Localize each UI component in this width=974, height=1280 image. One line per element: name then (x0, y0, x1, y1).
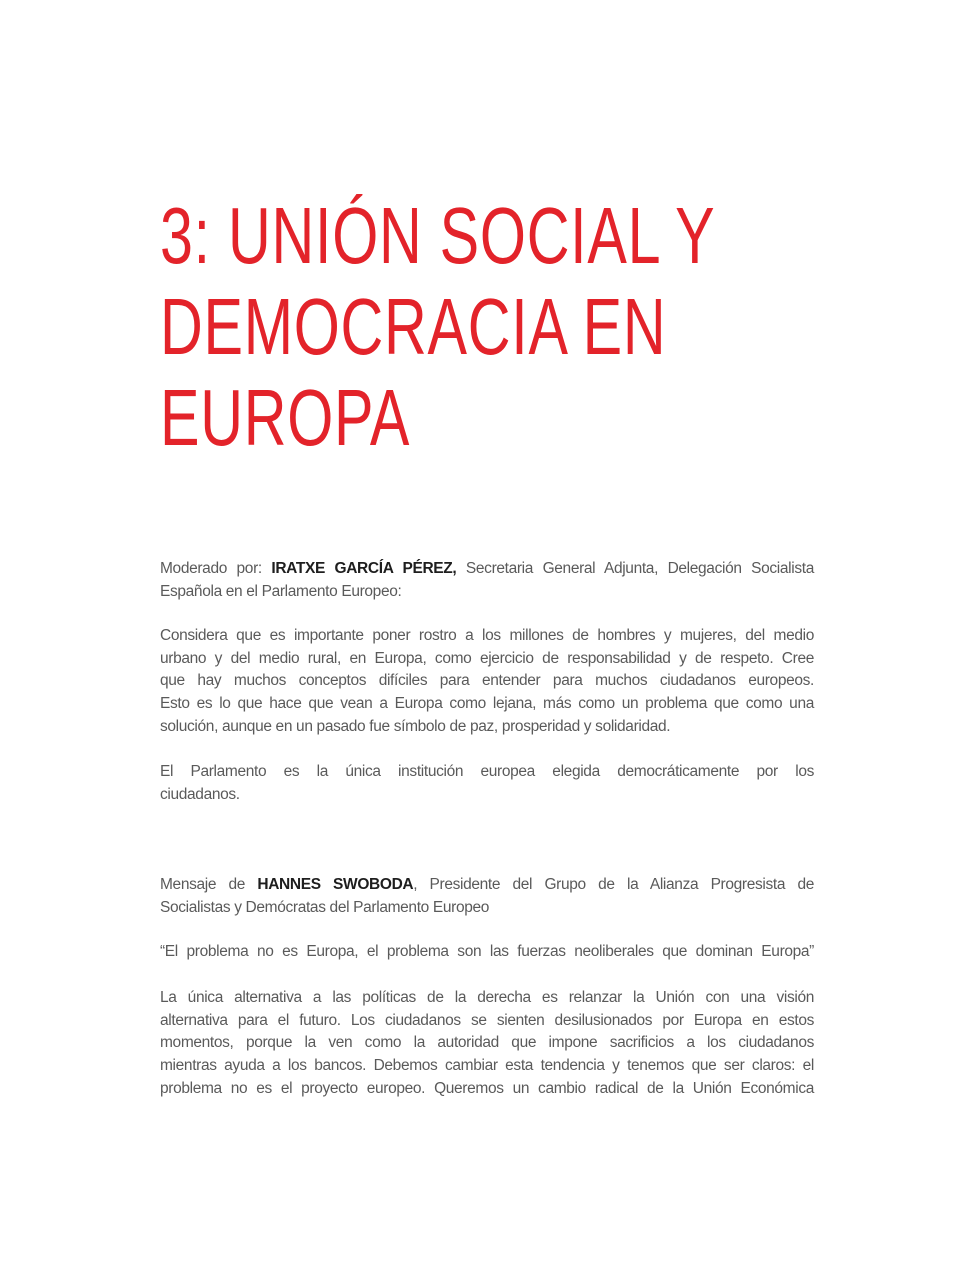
intro-prefix: Mensaje de (160, 876, 258, 893)
text-line: La única alternativa a las políticas de la derecha es relanzar la Unión con una visión (160, 989, 814, 1006)
text-line: ciudadanos. (160, 785, 240, 803)
title-line: 3: UNIÓN SOCIAL Y (160, 191, 716, 280)
moderator-name: IRATXE GARCÍA PÉREZ, (271, 560, 457, 577)
intro-line (160, 558, 814, 581)
text-line: urbano y del medio rural, en Europa, como ejercicio de responsabilidad y de respeto. Cree (160, 649, 814, 667)
intro-prefix: Moderado por: (160, 560, 272, 577)
text-line: problema no es el proyecto europeo. Queremos un cambio radical de la Unión Económica (160, 1079, 814, 1097)
intro-line: Socialistas y Demócratas del Parlamento Europeo (160, 898, 490, 916)
chapter-title (160, 190, 715, 463)
text-line: momentos, porque la ven como la autoridad que impone sacrificios a los ciudadanos (160, 1034, 814, 1052)
message-intro (160, 874, 814, 919)
title-line: DEMOCRACIA EN (160, 282, 667, 371)
text-line: Considera que es importante poner rostro a los millones de hombres y mujeres, del medio (160, 627, 814, 644)
text-line: que hay muchos conceptos difíciles para entender para muchos ciudadanos europeos. (160, 672, 814, 690)
text-line: alternativa para el futuro. Los ciudadanos se sienten desilusionados por Europa en estos (160, 1011, 814, 1029)
intro-line: Española en el Parlamento Europeo: (160, 582, 402, 600)
title-line: EUROPA (160, 373, 411, 462)
paragraph (160, 761, 814, 806)
quote-line: “El problema no es Europa, el problema son las fuerzas neoliberales que dominan Europa” (160, 943, 814, 960)
paragraph (160, 987, 814, 1101)
text-line: Esto es lo que hace que vean a Europa como lejana, más como un problema que como una (160, 695, 814, 713)
moderator-intro (160, 558, 814, 603)
text-line: El Parlamento es la única institución europea elegida democráticamente por los (160, 763, 814, 780)
quote (160, 941, 814, 964)
intro-rest: , Presidente del Grupo de la Alianza Progresista de (413, 876, 814, 893)
intro-line (160, 874, 814, 897)
intro-rest: Secretaria General Adjunta, Delegación Socialista (456, 560, 814, 577)
speaker-name: HANNES SWOBODA (257, 876, 414, 893)
paragraph (160, 625, 814, 739)
text-line: solución, aunque en un pasado fue símbolo de paz, prosperidad y solidaridad. (160, 717, 671, 735)
text-line: mientras ayuda a los bancos. Debemos cambiar esta tendencia y tenemos que ser claros: el (160, 1057, 814, 1075)
